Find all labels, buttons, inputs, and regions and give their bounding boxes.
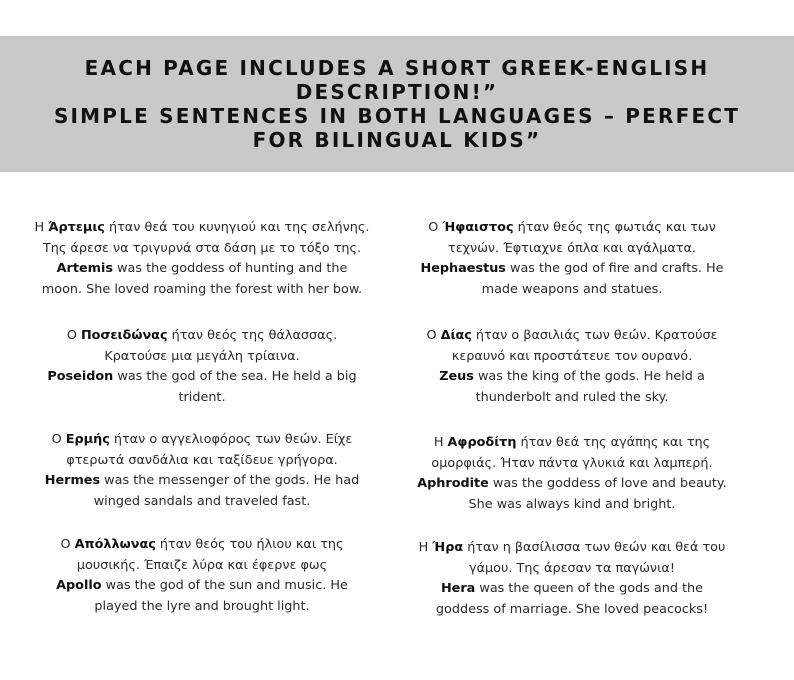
greek-name: Ήρα [432, 540, 464, 555]
english-line: made weapons and statues. [481, 281, 663, 297]
english-line: played the lyre and brought light. [94, 598, 310, 614]
english-line: Poseidon was the god of the sea. He held a big [47, 369, 357, 384]
english-line: Hera was the queen of the gods and the [440, 581, 704, 596]
english-line: winged sandals and traveled fast. [93, 493, 311, 509]
english-line: trident. [178, 389, 226, 405]
greek-line: Η Άρτεμις ήταν θεά του κυνηγιού και της σελήνης. [34, 220, 370, 235]
english-name: Artemis [56, 261, 113, 276]
entry-hermes [22, 430, 382, 512]
greek-line: μουσικής. Έπαιζε λύρα και έφερνε φως [76, 557, 328, 573]
english-line: Hermes was the messenger of the gods. He had [44, 473, 360, 488]
greek-line: Κρατούσε μια μεγάλη τρίαινα. [104, 348, 300, 364]
greek-name: Άρτεμις [48, 220, 105, 235]
english-name: Apollo [56, 578, 102, 593]
greek-name: Ποσειδώνας [80, 328, 168, 343]
greek-name: Ήφαιστος [442, 220, 514, 235]
english-line: moon. She loved roaming the forest with her bow. [41, 281, 363, 297]
entry-hephaestus [392, 218, 752, 300]
entry-hera [392, 538, 752, 620]
greek-name: Ερμής [65, 432, 110, 447]
greek-line: τεχνών. Έφτιαχνε όπλα και αγάλματα. [448, 240, 696, 256]
greek-line: Η Ήρα ήταν η βασίλισσα των θεών και θεά του [418, 540, 726, 555]
english-line: She was always kind and bright. [468, 496, 676, 512]
greek-line: Ο Ήφαιστος ήταν θεός της φωτιάς και των [428, 220, 716, 235]
greek-line: κεραυνό και προστάτευε τον ουρανό. [451, 348, 693, 364]
header-banner [0, 36, 794, 172]
english-line: Apollo was the god of the sun and music. He [56, 578, 348, 593]
banner-title [54, 56, 740, 152]
greek-line: Ο Απόλλωνας ήταν θεός του ήλιου και της [60, 537, 344, 552]
entry-apollo [22, 535, 382, 617]
entry-zeus [392, 326, 752, 408]
greek-line: Της άρεσε να τριγυρνά στα δάση με το τόξο της. [42, 240, 362, 256]
english-name: Zeus [439, 369, 474, 384]
greek-line: Ο Ποσειδώνας ήταν θεός της θάλασσας. [66, 328, 338, 343]
english-line: Hephaestus was the god of fire and crafts. He [420, 261, 724, 276]
english-name: Hera [440, 581, 476, 596]
banner-line: SIMPLE SENTENCES IN BOTH LANGUAGES – PERFECT [53, 104, 741, 128]
banner-line: FOR BILINGUAL KIDS” [252, 128, 542, 152]
banner-line: EACH PAGE INCLUDES A SHORT GREEK-ENGLISH [84, 56, 710, 80]
greek-name: Δίας [440, 328, 472, 343]
greek-line: Ο Δίας ήταν ο βασιλιάς των θεών. Κρατούσε [426, 328, 718, 343]
greek-line: Η Αφροδίτη ήταν θεά της αγάπης και της [433, 435, 711, 450]
entry-artemis [22, 218, 382, 300]
english-line: goddess of marriage. She loved peacocks! [435, 601, 709, 617]
english-line: Aphrodite was the goddess of love and beauty. [417, 476, 727, 491]
greek-line: φτερωτά σανδάλια και ταξίδευε γρήγορα. [66, 452, 338, 468]
english-line: thunderbolt and ruled the sky. [475, 389, 669, 405]
english-line: Zeus was the king of the gods. He held a [439, 369, 705, 384]
greek-line: γάμου. Της άρεσαν τα παγώνια! [469, 560, 675, 576]
english-name: Aphrodite [417, 476, 489, 491]
greek-line: ομορφιάς. Ήταν πάντα γλυκιά και λαμπερή. [431, 455, 713, 471]
english-name: Hephaestus [420, 261, 506, 276]
greek-name: Αφροδίτη [447, 435, 517, 450]
greek-line: Ο Ερμής ήταν ο αγγελιοφόρος των θεών. Είχε [51, 432, 353, 447]
greek-name: Απόλλωνας [74, 537, 156, 552]
entry-aphrodite [392, 433, 752, 515]
english-name: Hermes [44, 473, 101, 488]
english-name: Poseidon [47, 369, 114, 384]
banner-line: DESCRIPTION!” [295, 80, 499, 104]
english-line: Artemis was the goddess of hunting and the [56, 261, 348, 276]
entry-poseidon [22, 326, 382, 408]
